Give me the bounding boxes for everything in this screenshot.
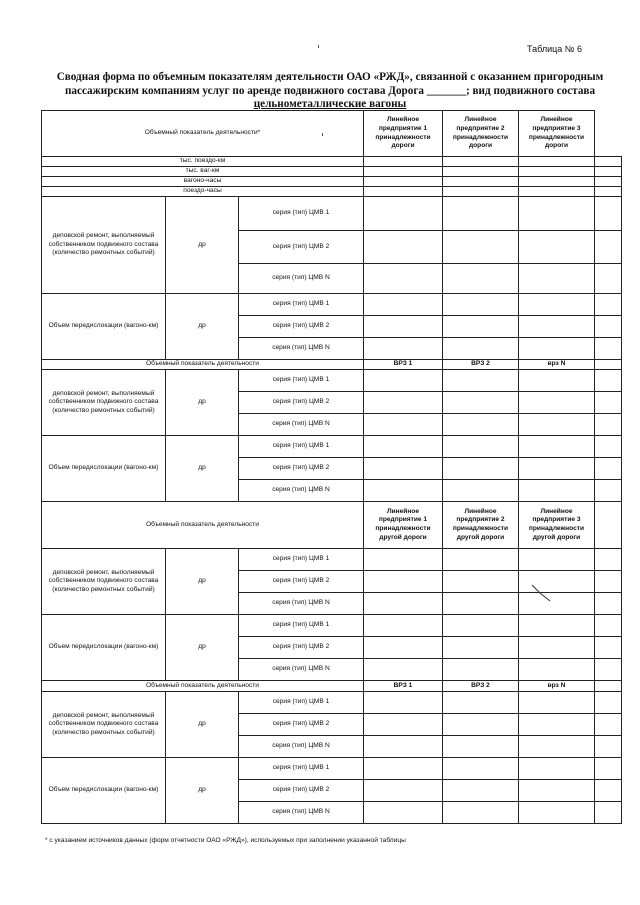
series-cmv-2: серия (тип) ЦМВ 2 — [239, 714, 364, 736]
series-cmv-1: серия (тип) ЦМВ 1 — [239, 197, 364, 231]
col-header-enterprise-1: Линейное предприятие 1 принадлежности дороги — [364, 111, 443, 157]
data-cell[interactable] — [519, 392, 595, 414]
data-cell[interactable] — [443, 294, 519, 316]
data-cell[interactable] — [443, 736, 519, 758]
data-cell[interactable] — [364, 736, 443, 758]
series-cmv-2: серия (тип) ЦМВ 2 — [239, 231, 364, 264]
data-cell[interactable] — [443, 480, 519, 502]
series-cmv-2: серия (тип) ЦМВ 2 — [239, 458, 364, 480]
series-cmv-2: серия (тип) ЦМВ 2 — [239, 316, 364, 338]
series-cmv-2: серия (тип) ЦМВ 2 — [239, 571, 364, 593]
dr-label: др — [166, 197, 239, 294]
data-cell[interactable] — [519, 167, 595, 177]
data-cell[interactable] — [443, 758, 519, 780]
data-cell[interactable] — [364, 338, 443, 360]
group-repair-label: деповской ремонт, выполняемый собственником подвижного состава (количество ремонтных событий) — [42, 197, 166, 294]
data-cell[interactable] — [443, 392, 519, 414]
data-cell[interactable] — [443, 187, 519, 197]
form-title-line-1: Сводная форма по объемным показателям деятельности ОАО «РЖД», связанной с оказанием пригородным — [56, 71, 604, 83]
data-cell[interactable] — [519, 714, 595, 736]
series-cmv-1: серия (тип) ЦМВ 1 — [239, 615, 364, 637]
series-cmv-1: серия (тип) ЦМВ 1 — [239, 692, 364, 714]
group-repair-label: деповской ремонт, выполняемый собственником подвижного состава (количество ремонтных событий) — [42, 370, 166, 436]
data-cell[interactable] — [519, 692, 595, 714]
data-cell[interactable] — [443, 780, 519, 802]
col-header-other-road-1: Линейное предприятие 1 принадлежности другой дороги — [364, 502, 443, 549]
data-cell[interactable] — [364, 549, 443, 571]
series-cmv-2: серия (тип) ЦМВ 2 — [239, 392, 364, 414]
data-cell[interactable] — [443, 637, 519, 659]
series-cmv-n: серия (тип) ЦМВ N — [239, 338, 364, 360]
col-header-vrz-2: ВРЗ 2 — [443, 681, 519, 692]
series-cmv-1: серия (тип) ЦМВ 1 — [239, 758, 364, 780]
data-cell[interactable] — [443, 177, 519, 187]
road-name-blank: _______ — [426, 85, 466, 97]
series-cmv-2: серия (тип) ЦМВ 2 — [239, 637, 364, 659]
data-cell[interactable] — [364, 414, 443, 436]
metric-car-hours: вагоно-часы — [42, 177, 364, 187]
data-cell[interactable] — [364, 571, 443, 593]
metric-train-hours: поездо-часы — [42, 187, 364, 197]
data-cell[interactable] — [443, 316, 519, 338]
series-cmv-n: серия (тип) ЦМВ N — [239, 593, 364, 615]
data-cell[interactable] — [443, 692, 519, 714]
dr-label: др — [166, 370, 239, 436]
form-title-line-3: цельнометаллические вагоны — [253, 98, 407, 110]
series-cmv-1: серия (тип) ЦМВ 1 — [239, 436, 364, 458]
group-relocation-label: Объем передислокации (вагоно-км) — [42, 758, 166, 824]
data-cell[interactable] — [443, 231, 519, 264]
data-cell[interactable] — [364, 802, 443, 824]
metric-train-km: тыс. поездо-км — [42, 157, 364, 167]
data-cell[interactable] — [364, 593, 443, 615]
data-cell[interactable] — [443, 549, 519, 571]
data-cell[interactable] — [364, 157, 443, 167]
data-cell[interactable] — [443, 370, 519, 392]
data-cell[interactable] — [364, 392, 443, 414]
data-cell[interactable] — [364, 758, 443, 780]
data-cell[interactable] — [519, 637, 595, 659]
data-cell[interactable] — [519, 414, 595, 436]
data-cell[interactable] — [364, 780, 443, 802]
data-cell[interactable] — [519, 177, 595, 187]
series-cmv-1: серия (тип) ЦМВ 1 — [239, 370, 364, 392]
col-header-vrz-1: ВРЗ 1 — [364, 360, 443, 370]
vrz-header-label: Объемный показатель деятельности — [42, 360, 364, 370]
data-cell[interactable] — [364, 370, 443, 392]
data-cell[interactable] — [443, 414, 519, 436]
metric-car-km: тыс. ваг-км — [42, 167, 364, 177]
data-cell[interactable] — [364, 167, 443, 177]
footnote: * с указанием источников данных (форм отчетности ОАО «РЖД»), используемых при заполнении указанной таблицы — [45, 837, 406, 844]
group-relocation-label: Объем передислокации (вагоно-км) — [42, 294, 166, 360]
data-cell[interactable] — [519, 736, 595, 758]
data-cell[interactable] — [519, 157, 595, 167]
dr-label: др — [166, 436, 239, 502]
dr-label: др — [166, 294, 239, 360]
data-cell[interactable] — [443, 264, 519, 294]
dr-label: др — [166, 692, 239, 758]
data-cell[interactable] — [519, 480, 595, 502]
data-cell[interactable] — [519, 197, 595, 231]
data-cell[interactable] — [364, 692, 443, 714]
dr-label: др — [166, 549, 239, 615]
vrz-header-label: Объемный показатель деятельности — [42, 681, 364, 692]
col-header-other-road-3: Линейное предприятие 3 принадлежности другой дороги — [519, 502, 595, 549]
pen-scribble — [530, 582, 554, 604]
dr-label: др — [166, 615, 239, 681]
col-header-other-road-2: Линейное предприятие 2 принадлежности другой дороги — [443, 502, 519, 549]
group-repair-label: деповской ремонт, выполняемый собственником подвижного состава (количество ремонтных событий) — [42, 549, 166, 615]
series-cmv-n: серия (тип) ЦМВ N — [239, 414, 364, 436]
data-cell[interactable] — [519, 294, 595, 316]
series-cmv-2: серия (тип) ЦМВ 2 — [239, 780, 364, 802]
data-cell[interactable] — [519, 549, 595, 571]
dr-label: др — [166, 758, 239, 824]
data-cell[interactable] — [364, 436, 443, 458]
data-cell[interactable] — [519, 458, 595, 480]
section3-header: Объемный показатель деятельности — [42, 502, 364, 549]
data-cell[interactable] — [364, 294, 443, 316]
data-cell[interactable] — [443, 197, 519, 231]
data-cell[interactable] — [364, 659, 443, 681]
form-title-line-2: пассажирским компаниям услуг по аренде подвижного состава Дорога _______; вид подвижного состава — [64, 85, 596, 97]
series-cmv-1: серия (тип) ЦМВ 1 — [239, 549, 364, 571]
data-cell[interactable] — [519, 316, 595, 338]
data-cell[interactable] — [519, 436, 595, 458]
data-cell[interactable] — [443, 167, 519, 177]
group-relocation-label: Объем передислокации (вагоно-км) — [42, 436, 166, 502]
series-cmv-n: серия (тип) ЦМВ N — [239, 736, 364, 758]
data-cell[interactable] — [443, 615, 519, 637]
data-cell[interactable] — [519, 231, 595, 264]
group-repair-label: деповской ремонт, выполняемый собственником подвижного состава (количество ремонтных событий) — [42, 692, 166, 758]
col-header-enterprise-3: Линейное предприятие 3 принадлежности дороги — [519, 111, 595, 157]
data-cell[interactable] — [519, 370, 595, 392]
data-cell[interactable] — [364, 177, 443, 187]
data-cell[interactable] — [364, 458, 443, 480]
data-cell[interactable] — [364, 615, 443, 637]
series-cmv-n: серия (тип) ЦМВ N — [239, 802, 364, 824]
data-cell[interactable] — [519, 264, 595, 294]
data-cell[interactable] — [519, 659, 595, 681]
data-cell[interactable] — [443, 157, 519, 167]
table-number-caption: Таблица № 6 — [527, 44, 582, 54]
data-cell[interactable] — [519, 338, 595, 360]
data-cell[interactable] — [519, 780, 595, 802]
section1-header: Объемный показатель деятельности* — [42, 111, 364, 157]
series-cmv-n: серия (тип) ЦМВ N — [239, 480, 364, 502]
data-cell[interactable] — [364, 480, 443, 502]
data-cell[interactable] — [443, 338, 519, 360]
summary-table — [41, 110, 622, 824]
series-cmv-n: серия (тип) ЦМВ N — [239, 264, 364, 294]
data-cell[interactable] — [519, 802, 595, 824]
data-cell[interactable] — [364, 231, 443, 264]
data-cell[interactable] — [364, 187, 443, 197]
data-cell[interactable] — [443, 436, 519, 458]
data-cell[interactable] — [443, 571, 519, 593]
group-relocation-label: Объем передислокации (вагоно-км) — [42, 615, 166, 681]
col-header-vrz-n: врз N — [519, 360, 595, 370]
data-cell[interactable] — [443, 802, 519, 824]
data-cell[interactable] — [443, 659, 519, 681]
series-cmv-n: серия (тип) ЦМВ N — [239, 659, 364, 681]
data-cell[interactable] — [364, 637, 443, 659]
series-cmv-1: серия (тип) ЦМВ 1 — [239, 294, 364, 316]
data-cell[interactable] — [443, 458, 519, 480]
data-cell[interactable] — [364, 316, 443, 338]
data-cell[interactable] — [364, 714, 443, 736]
data-cell[interactable] — [364, 197, 443, 231]
data-cell[interactable] — [364, 264, 443, 294]
data-cell[interactable] — [443, 714, 519, 736]
data-cell[interactable] — [519, 758, 595, 780]
col-header-enterprise-2: Линейное предприятие 2 принадлежности дороги — [443, 111, 519, 157]
data-cell[interactable] — [443, 593, 519, 615]
col-header-vrz-2: ВРЗ 2 — [443, 360, 519, 370]
col-header-vrz-1: ВРЗ 1 — [364, 681, 443, 692]
data-cell[interactable] — [519, 187, 595, 197]
data-cell[interactable] — [519, 615, 595, 637]
col-header-vrz-n: врз N — [519, 681, 595, 692]
scan-mark — [318, 45, 319, 48]
